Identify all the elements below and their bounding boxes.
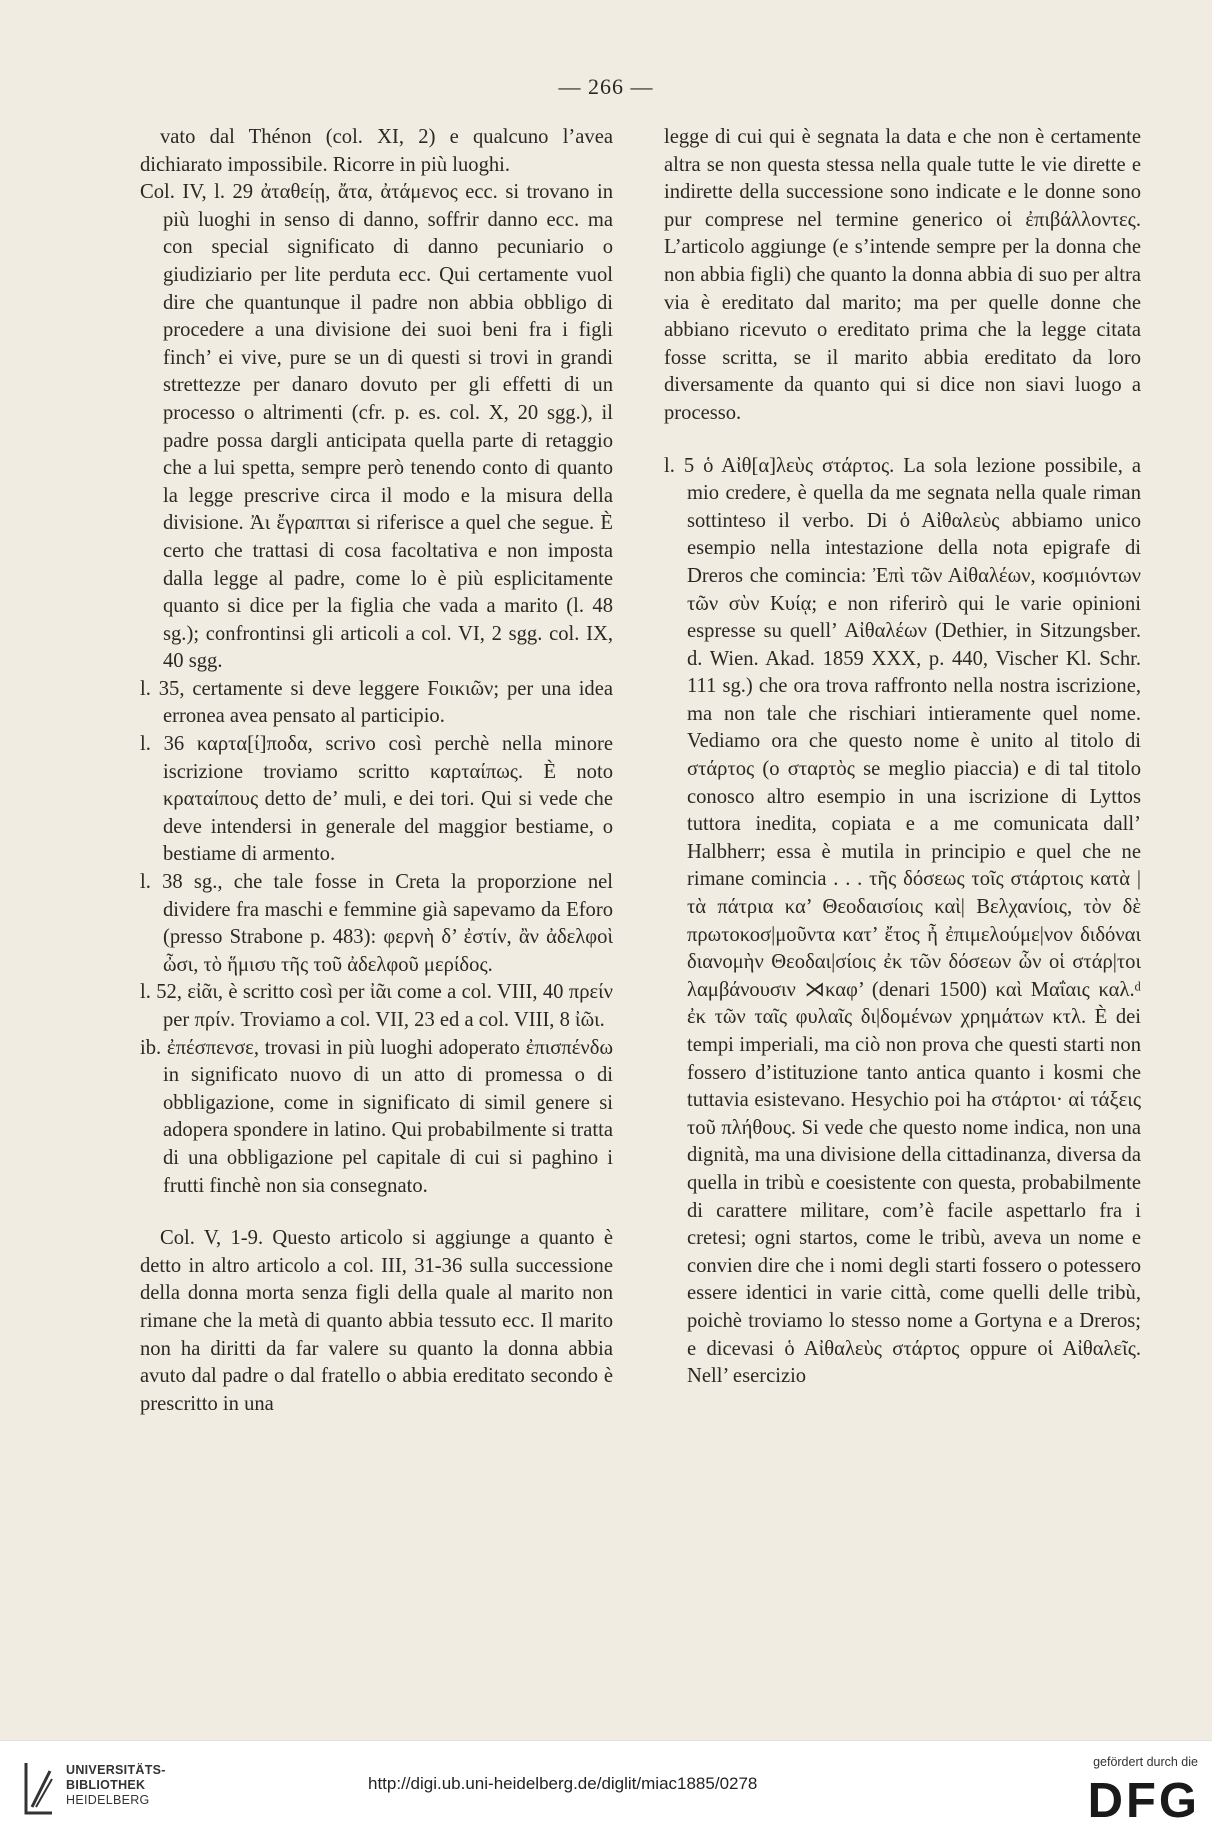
paragraph: legge di cui qui è segnata la data e che non è certamente altra se non questa stessa nella quale tutte le vie dirette e indirette della successione sono indicate e le donne sono pur comprese nel termine generico οἱ ἐπιβάλλοντες. L’articolo aggiunge (e s’intende sempre per la donna che non abbia figli) che quanto la donna abbia di suo per altra via è ereditato dal marito; ma per quelle donne che abbiano ricevuto o ereditato prima che la legge citata fosse scritta, se il marito abbia ereditato da loro diversamente da quanto qui si dice non siavi luogo a processo.: [664, 126, 1141, 424]
paragraph: l. 38 sg., che tale fosse in Creta la proporzione nel dividere fra maschi e femmine già sapevamo da Eforo (presso Strabone p. 483): φερνὴ δ’ ἐστίν, ἂν ἀδελφοὶ ὦσι, τὸ ἥμισυ τῆς τοῦ ἀδελφοῦ μερίδος.: [140, 871, 613, 976]
library-name-line: UNIVERSITÄTS-: [66, 1763, 166, 1777]
funding-note: gefördert durch die: [1093, 1755, 1198, 1769]
paragraph: Col. V, 1-9. Questo articolo si aggiunge a quanto è detto in altro articolo a col. III, 31-36 sulla successione della donna morta senza figli della quale al marito non rimane che la metà di quanto abbia tessuto ecc. Il marito non ha diritti da far valere su quanto la donna abbia avuto dal padre o dal fratello o abbia ereditato secondo è prescritto in una: [140, 1227, 613, 1415]
university-library-logo-icon: [22, 1761, 56, 1815]
right-text-column: [664, 124, 1141, 1391]
paragraph: l. 36 καρτα[ί]ποδα, scrivo così perchè nella minore iscrizione troviamo scritto καρταίπως. È noto κραταίπους detto de’ muli, e dei tori. Qui si vede che deve intendersi in generale del maggior bestiame, o bestiame di armento.: [140, 733, 613, 866]
paragraph: l. 35, certamente si deve leggere Ϝοικιῶν; per una idea erronea avea pensato al participio.: [140, 677, 613, 728]
library-name-line: HEIDELBERG: [66, 1793, 150, 1807]
paragraph: ib. ἐπέσπενσε, trovasi in più luoghi adoperato ἐπισπένδω in significato nuovo di un atto di promessa o di obbligazione, come in significato di simil genere si adopera spondere in latino. Qui probabilmente si tratta di una obbligazione pel capitale di cui si paghino i frutti finchè non sia consegnato.: [140, 1036, 613, 1197]
dfg-logo: DFG: [1087, 1774, 1200, 1828]
paragraph: l. 52, εἰᾶι, è scritto così per ἰᾶι come a col. VIII, 40 πρείν per πρίν. Troviamo a col. VII, 23 ed a col. VIII, 8 ἰῶι.: [140, 981, 613, 1031]
library-name: [66, 1763, 166, 1808]
page-number: — 266 —: [558, 74, 654, 99]
permalink-url[interactable]: http://digi.ub.uni-heidelberg.de/diglit/miac1885/0278: [368, 1774, 758, 1793]
paragraph: l. 5 ὁ Αἰθ[α]λεὺς στάρτος. La sola lezione possibile, a mio credere, è quella da me segnata nella quale riman sottinteso il verbo. Di ὁ Αἰθαλεὺς abbiamo unico esempio nella intestazione della nota epigrafe di Dreros che comincia: Ἐπὶ τῶν Αἰθαλέων, κοσμιόντων τῶν σὺν Κυίᾳ; e non riferirò qui le varie opinioni espresse su quell’ Αἰθαλέων (Dethier, in Sitzungsber. d. Wien. Akad. 1859 XXX, p. 440, Vischer Kl. Schr. 111 sg.) che ora trova raffronto nella nostra iscrizione, ma non tale che rischiari intieramente quel nome. Vediamo ora che questo nome è unito al titolo di στάρτος (o σταρτὸς se meglio piaccia) e di tal titolo conosco altro esempio in una iscrizione di Lyttos tuttora inedita, copiata e a me comunicata dall’ Halbherr; essa è mutila in principio e quel che ne rimane comincia . . . τῆς δόσεως τοῖς στάρτοις κατὰ | τὰ πάτρια κα’ Θεοδαισίοις καὶ| Βελχανίοις, τὸν δὲ πρωτοκοσ|μοῦντα κατ’ ἔτος ἦ ἐπιμελούμε|νον διδόναι διανομὴν Θεοδαι|σίοις ἐκ τῶν δόσεων ὧν οἱ στάρ|τοι λαμβάνουσιν ⋊καφ’ (denari 1500) καὶ Μαΐαις καλ.ᵈ ἐκ τῶν ταῖς φυλαῖς δι|δομένων χρημάτων κτλ. È dei tempi imperiali, ma ciò non prova che questi starti non fossero d’istituzione tanto antica quanto i kosmi che tuttavia esistevano. Hesychio poi ha στάρτοι· αἱ τάξεις τοῦ πλήθους. Si vede che questo nome indica, non una dignità, ma una divisione della cittadinanza, diversa da quella in tribù e coesistente con questa, probabilmente di carattere militare, com’è facile aspettarlo fra i cretesi; ogni startos, come le tribù, aveva un nome e convien dire che i nomi degli starti fossero o potessero essere identici in varie città, come quelli delle tribù, poichè troviamo lo stesso nome a Gortyna e a Dreros; e dicevasi ὁ Αἰθαλεὺς στάρτος oppure οἱ Αἰθαλεῖς. Nell’ esercizio: [664, 454, 1141, 1388]
library-name-line: BIBLIOTHEK: [66, 1778, 146, 1792]
paragraph: Col. IV, l. 29 ἀταθείῃ, ἄτα, ἀτάμενος ecc. si trovano in più luoghi in senso di danno, soffrir danno ecc. ma con special significato di danno pecuniario o giudiziario per lite perduta ecc. Qui certamente vuol dire che quantunque il padre non abbia obbligo di procedere a una divisione dei suoi beni fra i figli finch’ ei vive, pure se un di questi si trovi in grandi strettezze per danaro dovuto per gli effetti di un processo o altrimenti (cfr. p. es. col. X, 20 sgg.), il padre possa dargli anticipata quella parte di retaggio che a lui spetta, sempre però tenendo conto di quanto la legge prescrive circa il modo e la misura della divisione. Ἀι ἔγραπται si riferisce a quel che segue. È certo che trattasi di cosa facoltativa e non imposta dalla legge al padre, come lo è più esplicitamente quanto si dice per la figlia che vada a marito (l. 48 sg.); confrontinsi gli articoli a col. VI, 2 sgg. col. IX, 40 sgg.: [140, 181, 613, 673]
paragraph: vato dal Thénon (col. XI, 2) e qualcuno l’avea dichiarato impossibile. Ricorre in più luoghi.: [140, 126, 613, 176]
viewer-footer: [0, 1740, 1212, 1836]
left-text-column: [140, 124, 613, 1418]
